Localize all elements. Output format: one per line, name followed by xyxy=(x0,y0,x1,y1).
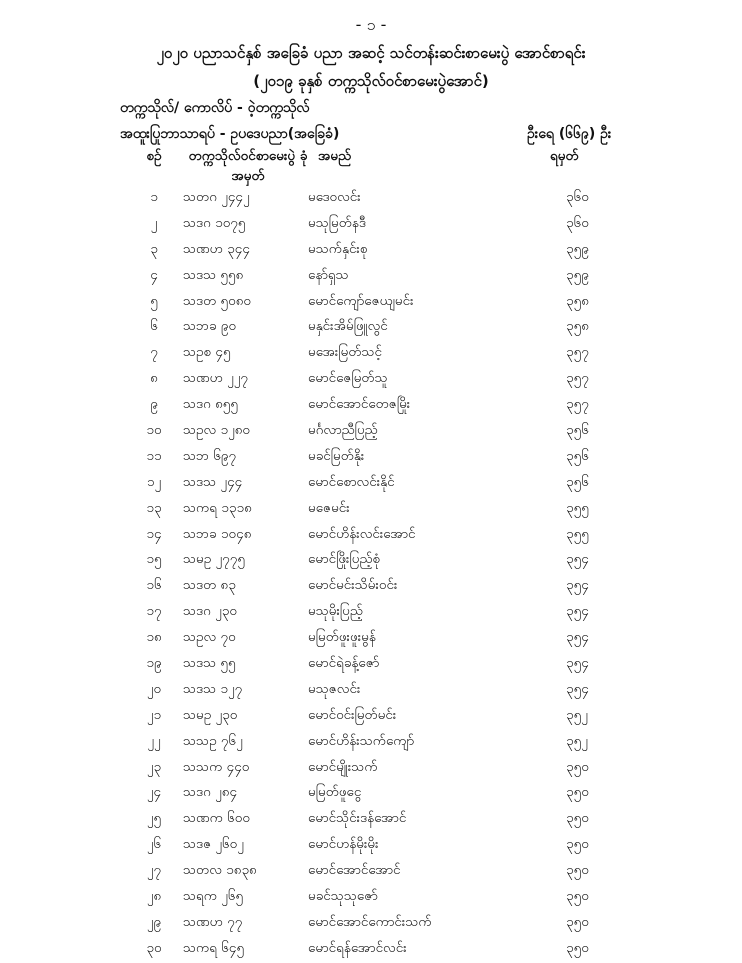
student-marks: ၃၅၈ xyxy=(566,292,589,309)
column-header-roll: တက္ကသိုလ်ဝင်စာမေးပွဲ ခုံအမှတ် xyxy=(188,148,308,184)
row-number: ၂ xyxy=(150,214,158,231)
student-marks: ၃၅၀ xyxy=(566,913,589,930)
student-marks: ၃၅၄ xyxy=(566,655,589,672)
student-marks: ၃၅၀ xyxy=(566,862,589,879)
row-number: ၂၇ xyxy=(146,862,162,879)
roll-number: သမဥ ၂၇၇၅ xyxy=(183,551,245,568)
table-row xyxy=(0,497,742,523)
student-name: မမြတ်ဖူးဖူးမွန် xyxy=(308,629,376,646)
roll-number: သမဥ ၂၃၀ xyxy=(183,706,238,723)
table-row xyxy=(0,264,742,290)
student-name: မောင်ဖြိုးပြည့်စုံ xyxy=(308,551,381,568)
table-row xyxy=(0,367,742,393)
student-name: မဒေဝလင်း xyxy=(308,189,361,205)
student-name: မသုမြတ်နဒီ xyxy=(308,214,366,231)
roll-number: သဏက ၆၀၀ xyxy=(183,810,250,827)
subject-line: အထူးပြုဘာသာရပ် - ဥပဒေပညာ(အခြေခံ) xyxy=(120,126,340,142)
student-name: မောင်သိုင်းဒန်အောင် xyxy=(308,810,407,827)
student-name: မောင်ရဲခန့်ဇော် xyxy=(308,655,380,672)
total-count: ဦးရေ (၆၆၉) ဦး xyxy=(527,126,612,142)
student-marks: ၃၅၇ xyxy=(566,344,589,361)
table-row xyxy=(0,574,742,600)
row-number: ၁၈ xyxy=(146,629,162,646)
column-header-name: အမည် xyxy=(318,148,352,164)
row-number: ၁၉ xyxy=(146,655,162,672)
student-name: မဇေမင်း xyxy=(308,499,350,516)
student-marks: ၃၅၀ xyxy=(566,888,589,905)
roll-number: သဒသ ၅၅၈ xyxy=(183,266,244,283)
roll-number: သဒသ ၅၅ xyxy=(183,655,236,672)
document-subtitle: (၂၀၁၉ ခုနှစ် တက္ကသိုလ်ဝင်စာမေးပွဲအောင်) xyxy=(253,72,489,90)
student-marks: ၃၅၀ xyxy=(566,810,589,827)
roll-number: သဘခ ၉၀ xyxy=(183,318,237,335)
row-number: ၅ xyxy=(150,292,158,309)
table-row xyxy=(0,937,742,963)
table-row xyxy=(0,626,742,652)
student-marks: ၃၅၄ xyxy=(566,603,589,620)
roll-number: သဏဟ ၂၂၇ xyxy=(183,370,249,387)
table-row xyxy=(0,290,742,316)
roll-number: သဥစ ၄၅ xyxy=(183,344,231,361)
student-marks: ၃၅၉ xyxy=(566,240,589,257)
student-name: မင်္ဂလာညီပြည့် xyxy=(308,422,378,439)
roll-number: သဒဂ ၂၃၀ xyxy=(183,603,237,620)
student-name: မောင်ကျော်ဇေယျမင်း xyxy=(308,292,414,309)
row-number: ၁၄ xyxy=(146,525,162,542)
student-marks: ၃၅၉ xyxy=(566,266,589,283)
student-name: မသုမိုးပြည့် xyxy=(308,603,363,620)
student-marks: ၃၆၀ xyxy=(566,214,589,231)
student-name: မသက်နှင်းစု xyxy=(308,240,368,257)
results-table xyxy=(0,186,742,963)
student-name: မမြတ်ဖူငွေ xyxy=(308,784,362,801)
roll-number: သဒသ ၂၄၄ xyxy=(183,473,243,490)
student-name: မခင်မြတ်နိုး xyxy=(308,447,365,464)
student-marks: ၃၅၆ xyxy=(566,422,589,439)
student-marks: ၃၅၆ xyxy=(566,447,589,464)
table-row xyxy=(0,678,742,704)
row-number: ၁၁ xyxy=(146,447,162,464)
student-marks: ၃၅၀ xyxy=(566,784,589,801)
table-row xyxy=(0,186,742,212)
table-row xyxy=(0,315,742,341)
roll-number: သဒတ ၅၀၈၀ xyxy=(183,292,252,309)
table-row xyxy=(0,445,742,471)
document-title: ၂၀၂၀ ပညာသင်နှစ် အခြေခံ ပညာ အဆင့် သင်တန်းဆင်းစာမေးပွဲ အောင်စာရင်း xyxy=(156,44,586,62)
student-name: မောင်အောင်အောင် xyxy=(308,862,401,879)
student-name: မောင်မျိုးသက် xyxy=(308,758,378,775)
table-row xyxy=(0,885,742,911)
student-name: မခင်သုသုဇော် xyxy=(308,888,378,905)
roll-number: သဘ ၆၉၇ xyxy=(183,447,237,464)
page-number: - ၁ - xyxy=(355,15,387,34)
student-marks: ၃၆၀ xyxy=(566,189,589,205)
student-marks: ၃၅၀ xyxy=(566,836,589,853)
student-name: မောင်စောလင်းနိုင် xyxy=(308,473,395,490)
roll-number: သတဂ ၂၄၄၂ xyxy=(183,189,250,205)
row-number: ၂၄ xyxy=(146,784,162,801)
roll-number: သဥလ ၁၂၈၀ xyxy=(183,422,251,439)
roll-number: သဒဂ ၈၅၅ xyxy=(183,396,238,413)
row-number: ၁၂ xyxy=(146,473,162,490)
student-marks: ၃၅၄ xyxy=(566,551,589,568)
row-number: ၂၁ xyxy=(146,706,162,723)
student-marks: ၃၅၅ xyxy=(566,499,589,516)
table-row xyxy=(0,471,742,497)
roll-number: သကရ ၁၃၁၈ xyxy=(183,499,252,516)
student-marks: ၃၅၇ xyxy=(566,370,589,387)
roll-number: သတလ ၁၈၃၈ xyxy=(183,862,257,879)
table-row xyxy=(0,807,742,833)
student-name: မောင်အောင်တေဇမြိုး xyxy=(308,396,411,413)
student-marks: ၃၅၈ xyxy=(566,318,589,335)
student-name: မောင်ဇေမြတ်သူ xyxy=(308,370,388,387)
table-row xyxy=(0,704,742,730)
row-number: ၁၇ xyxy=(146,603,162,620)
roll-number: သဘခ ၁၀၄၈ xyxy=(183,525,252,542)
student-marks: ၃၅၀ xyxy=(566,758,589,775)
roll-number: သဥလ ၇၀ xyxy=(183,629,236,646)
student-marks: ၃၅၀ xyxy=(566,939,589,956)
student-marks: ၃၅၄ xyxy=(566,680,589,697)
row-number: ၉ xyxy=(150,396,158,413)
roll-number: သကရ ၆၄၅ xyxy=(183,939,245,956)
row-number: ၃ xyxy=(150,240,158,257)
row-number: ၁၃ xyxy=(146,499,162,516)
row-number: ၄ xyxy=(150,266,158,283)
table-row xyxy=(0,238,742,264)
table-row xyxy=(0,419,742,445)
row-number: ၂၉ xyxy=(146,913,162,930)
student-name: မောင်အောင်ကောင်းသက် xyxy=(308,913,432,930)
student-name: မောင်ဟိန်းလင်းအောင် xyxy=(308,525,416,542)
roll-number: သရက ၂၆၅ xyxy=(183,888,244,905)
table-row xyxy=(0,859,742,885)
row-number: ၁၀ xyxy=(146,422,162,439)
student-marks: ၃၅၇ xyxy=(566,396,589,413)
row-number: ၈ xyxy=(150,370,158,387)
roll-number: သဒဂ ၁၀၇၅ xyxy=(183,214,246,231)
student-marks: ၃၅၂ xyxy=(566,706,588,723)
student-marks: ၃၅၅ xyxy=(566,525,589,542)
table-row xyxy=(0,756,742,782)
row-number: ၇ xyxy=(150,344,158,361)
roll-number: သဒတ ၈၃ xyxy=(183,577,236,594)
row-number: ၂၈ xyxy=(146,888,162,905)
student-name: မောင်ဟန်မိုးမိုး xyxy=(308,836,379,853)
column-header-marks: ရမှတ် xyxy=(550,148,579,164)
roll-number: သဒဇ ၂၆၀၂ xyxy=(183,836,244,853)
student-marks: ၃၅၆ xyxy=(566,473,589,490)
table-row xyxy=(0,781,742,807)
table-row xyxy=(0,730,742,756)
row-number: ၁ xyxy=(150,189,158,205)
table-row xyxy=(0,341,742,367)
roll-number: သသဥ ၇၆၂ xyxy=(183,732,243,749)
student-name: မောင်ဝင်းမြတ်မင်း xyxy=(308,706,397,723)
row-number: ၁၅ xyxy=(146,551,162,568)
roll-number: သဒဂ ၂၈၄ xyxy=(183,784,238,801)
column-header-no: စဉ် xyxy=(146,148,162,164)
row-number: ၆ xyxy=(150,318,158,335)
row-number: ၂၆ xyxy=(146,836,162,853)
table-row xyxy=(0,911,742,937)
roll-number: သဏဟ ၇၇ xyxy=(183,913,243,930)
row-number: ၂၀ xyxy=(146,680,162,697)
university-line: တက္ကသိုလ်/ ကောလိပ် - ဝဲ့တက္ကသိုလ် xyxy=(120,100,310,116)
student-name: မနှင်းအိမ်ဖြူလွင် xyxy=(308,318,388,335)
student-marks: ၃၅၂ xyxy=(566,732,588,749)
student-name: မောင်ရန်အောင်လင်း xyxy=(308,939,407,956)
table-row xyxy=(0,523,742,549)
row-number: ၃၀ xyxy=(146,939,162,956)
student-marks: ၃၅၄ xyxy=(566,577,589,594)
table-row xyxy=(0,600,742,626)
student-name: မသုဇလင်း xyxy=(308,680,361,697)
table-row xyxy=(0,833,742,859)
roll-number: သဏဟ ၃၄၄ xyxy=(183,240,250,257)
row-number: ၁၆ xyxy=(146,577,162,594)
student-name: မောင်ဟိန်းသက်ကျော် xyxy=(308,732,415,749)
row-number: ၂၂ xyxy=(147,732,161,749)
row-number: ၂၃ xyxy=(146,758,162,775)
student-name: မောင်မင်းသိမ်းဝင်း xyxy=(308,577,398,594)
student-marks: ၃၅၄ xyxy=(566,629,589,646)
student-name: မအေးမြတ်သင့် xyxy=(308,344,382,361)
student-name: နော်ရှသ xyxy=(308,266,349,283)
table-row xyxy=(0,652,742,678)
roll-number: သသက ၄၄၀ xyxy=(183,758,250,775)
table-row xyxy=(0,393,742,419)
table-row xyxy=(0,548,742,574)
table-row xyxy=(0,212,742,238)
roll-number: သဒသ ၁၂၇ xyxy=(183,680,243,697)
row-number: ၂၅ xyxy=(146,810,162,827)
